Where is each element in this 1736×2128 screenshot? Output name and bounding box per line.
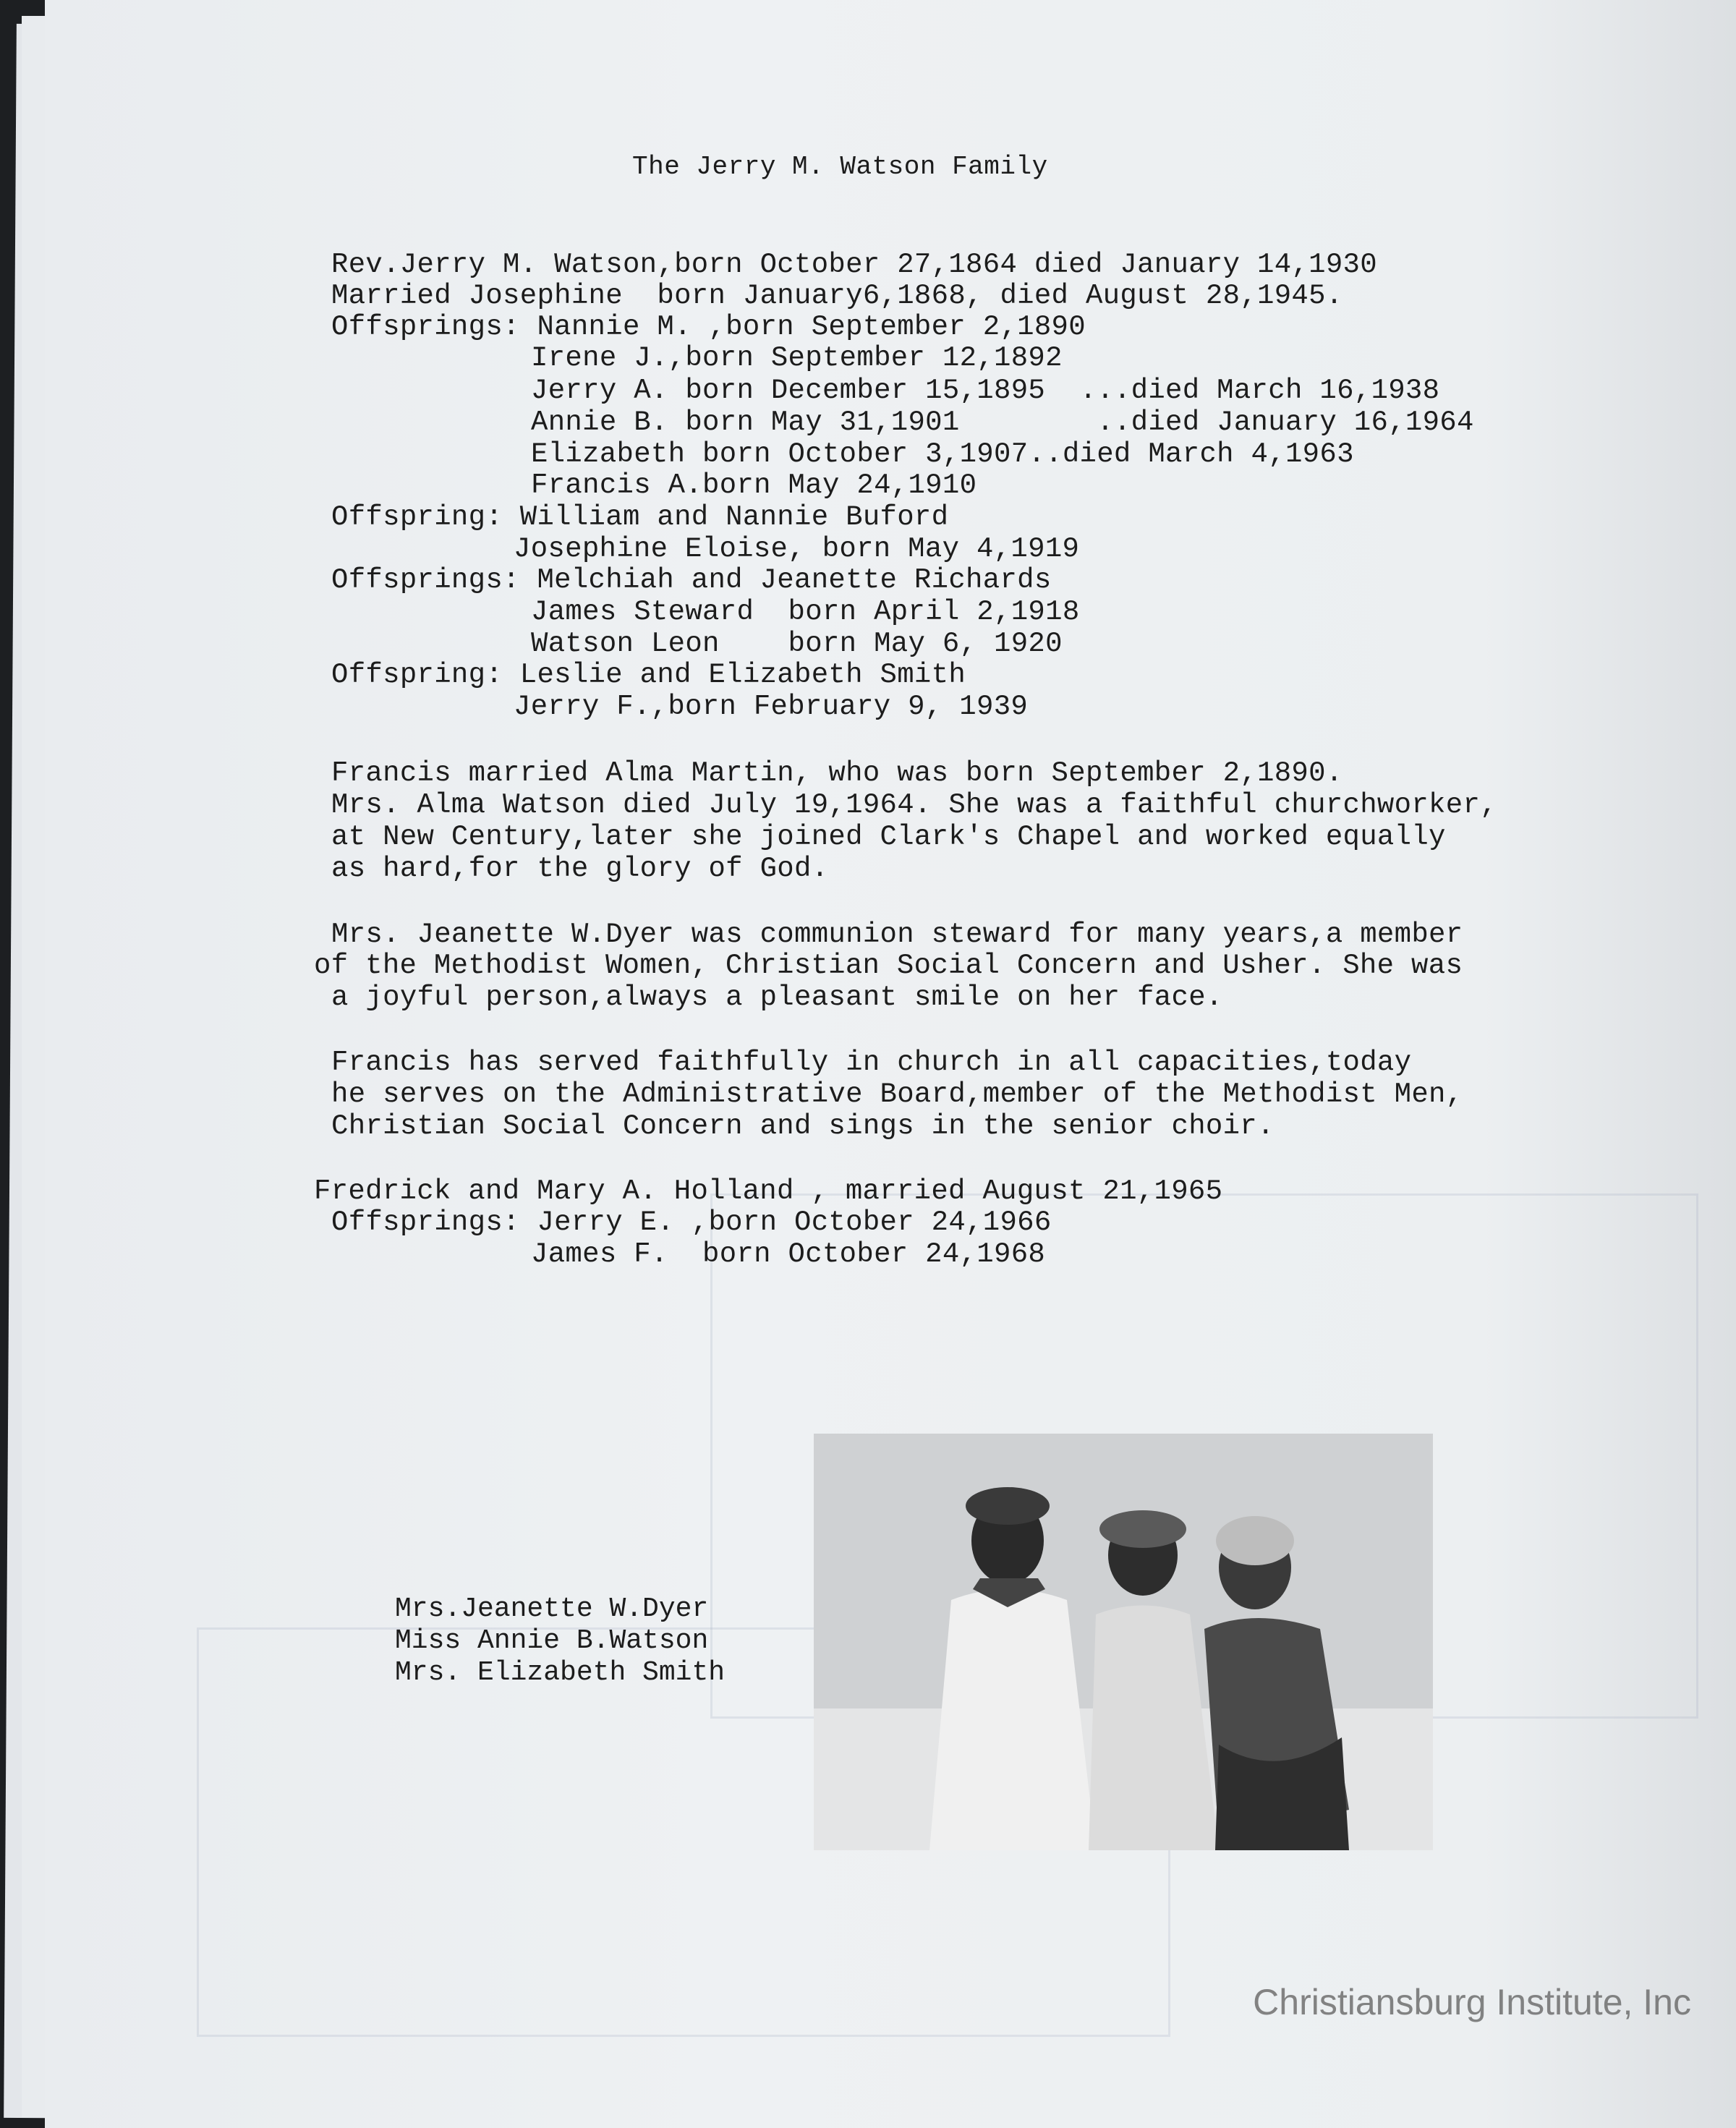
text-line: Francis married Alma Martin, who was born September 2,1890. (331, 757, 1343, 789)
group-photo (814, 1434, 1433, 1850)
text-line: Rev.Jerry M. Watson,born October 27,1864 died January 14,1930 (331, 249, 1377, 281)
photo-caption-line: Miss Annie B.Watson (395, 1625, 709, 1656)
photo-illustration (814, 1434, 1433, 1850)
text-line: he serves on the Administrative Board,member of the Methodist Men, (331, 1078, 1463, 1110)
text-line: Jerry F.,born February 9, 1939 (514, 691, 1029, 723)
text-line: of the Methodist Women, Christian Social Concern and Usher. She was (314, 950, 1463, 982)
text-line: a joyful person,always a pleasant smile on her face. (331, 982, 1223, 1013)
text-line: Offsprings: Melchiah and Jeanette Richards (331, 564, 1052, 596)
page-title: The Jerry M. Watson Family (632, 152, 1048, 182)
text-line: Fredrick and Mary A. Holland , married August 21,1965 (314, 1175, 1223, 1207)
text-line: James Steward born April 2,1918 (531, 596, 1080, 628)
text-line: at New Century,later she joined Clark's Chapel and worked equally (331, 821, 1446, 853)
text-line: Christian Social Concern and sings in the senior choir. (331, 1110, 1275, 1142)
document-page (45, 0, 1736, 2128)
text-line: Mrs. Jeanette W.Dyer was communion steward for many years,a member (331, 919, 1463, 950)
text-line: Offspring: Leslie and Elizabeth Smith (331, 659, 966, 691)
text-line: Irene J.,born September 12,1892 (531, 342, 1063, 374)
text-line: Francis has served faithfully in church in all capacities,today (331, 1047, 1412, 1078)
text-line: Mrs. Alma Watson died July 19,1964. She was a faithful churchworker, (331, 789, 1497, 821)
photo-caption-line: Mrs. Elizabeth Smith (395, 1657, 726, 1688)
text-line: Francis A.born May 24,1910 (531, 469, 977, 501)
text-line: James F. born October 24,1968 (531, 1238, 1046, 1270)
photo-caption-line: Mrs.Jeanette W.Dyer (395, 1593, 709, 1625)
text-line: Married Josephine born January6,1868, died August 28,1945. (331, 280, 1343, 312)
text-line: Josephine Eloise, born May 4,1919 (514, 533, 1080, 565)
text-line: Annie B. born May 31,1901 ..died January 16,1964 (531, 407, 1474, 438)
text-line: Offspring: William and Nannie Buford (331, 501, 949, 533)
text-line: as hard,for the glory of God. (331, 853, 829, 885)
text-line: Elizabeth born October 3,1907..died March 4,1963 (531, 438, 1354, 470)
text-line: Offsprings: Nannie M. ,born September 2,1890 (331, 311, 1086, 343)
watermark: Christiansburg Institute, Inc (1253, 1982, 1691, 2022)
text-line: Watson Leon born May 6, 1920 (531, 628, 1063, 660)
text-line: Jerry A. born December 15,1895 ...died March 16,1938 (531, 375, 1440, 407)
text-line: Offsprings: Jerry E. ,born October 24,1966 (331, 1206, 1052, 1238)
